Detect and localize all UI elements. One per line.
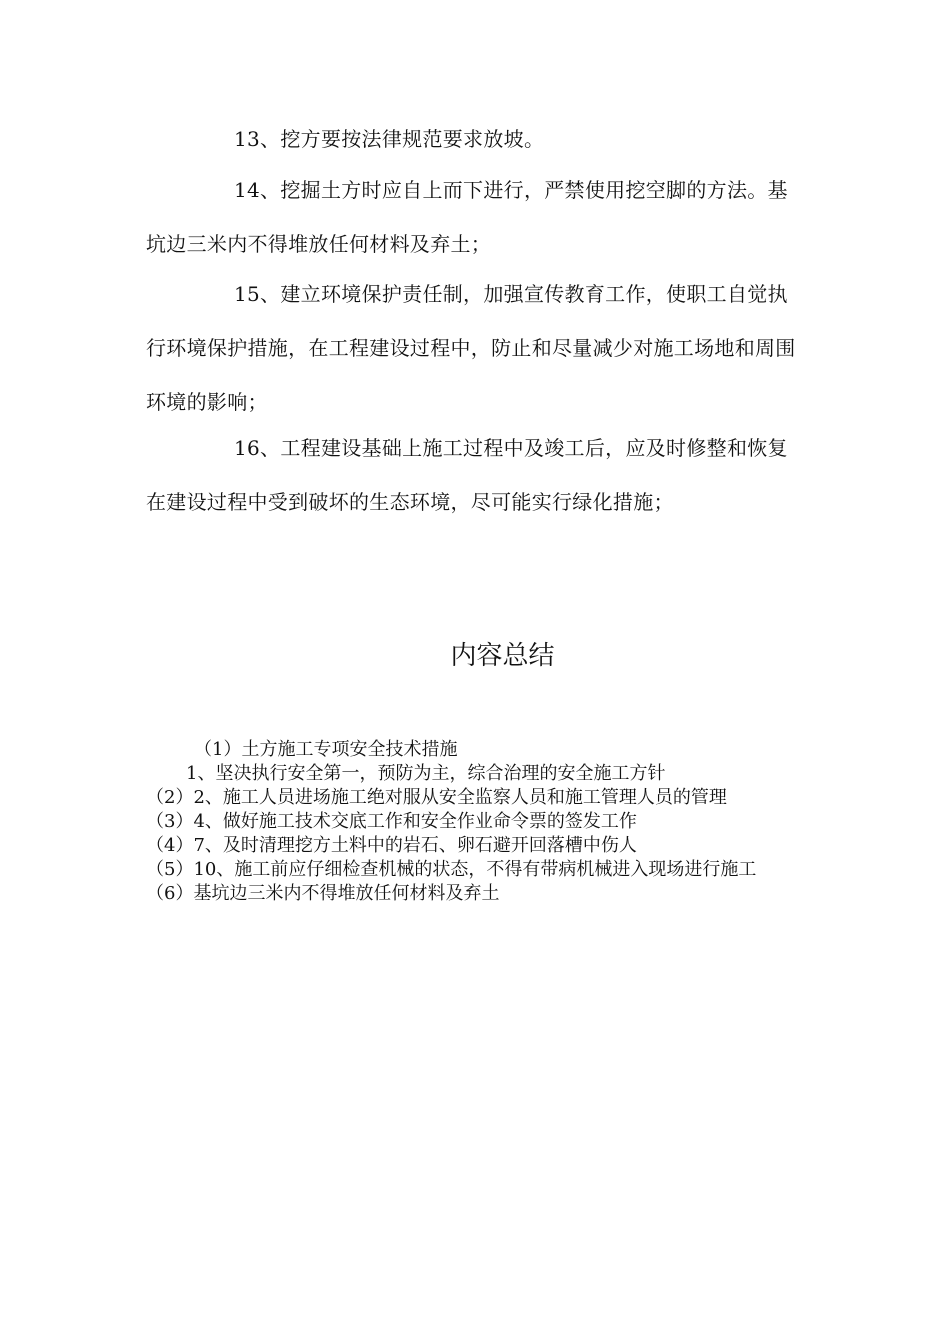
paragraph-13: 13、挖方要按法律规范要求放坡。	[234, 127, 545, 151]
summary-item: （1）土方施工专项安全技术措施	[194, 739, 458, 760]
summary-item: （3）4、做好施工技术交底工作和安全作业命令票的签发工作	[146, 811, 637, 832]
paragraph-16: 16、工程建设基础上施工过程中及竣工后，应及时修整和恢复在建设过程中受到破坏的生态环境，尽可能实行绿化措施；	[146, 436, 788, 514]
paragraph-14: 14、挖掘土方时应自上而下进行，严禁使用挖空脚的方法。基坑边三米内不得堆放任何材料及弃土；	[146, 178, 788, 256]
summary-item: 1、坚决执行安全第一，预防为主，综合治理的安全施工方针	[186, 763, 666, 784]
paragraph-15: 15、建立环境保护责任制，加强宣传教育工作，使职工自觉执行环境保护措施，在工程建设过程中，防止和尽量减少对施工场地和周围环境的影响；	[146, 282, 796, 414]
summary-item: （4）7、及时清理挖方土料中的岩石、卵石避开回落槽中伤人	[146, 835, 637, 856]
summary-item: （2）2、施工人员进场施工绝对服从安全监察人员和施工管理人员的管理	[146, 787, 727, 808]
summary-item: （5）10、施工前应仔细检查机械的状态，不得有带病机械进入现场进行施工	[146, 859, 757, 880]
summary-list	[146, 738, 806, 906]
summary-item: （6）基坑边三米内不得堆放任何材料及弃土	[146, 883, 500, 904]
summary-title: 内容总结	[450, 641, 555, 671]
